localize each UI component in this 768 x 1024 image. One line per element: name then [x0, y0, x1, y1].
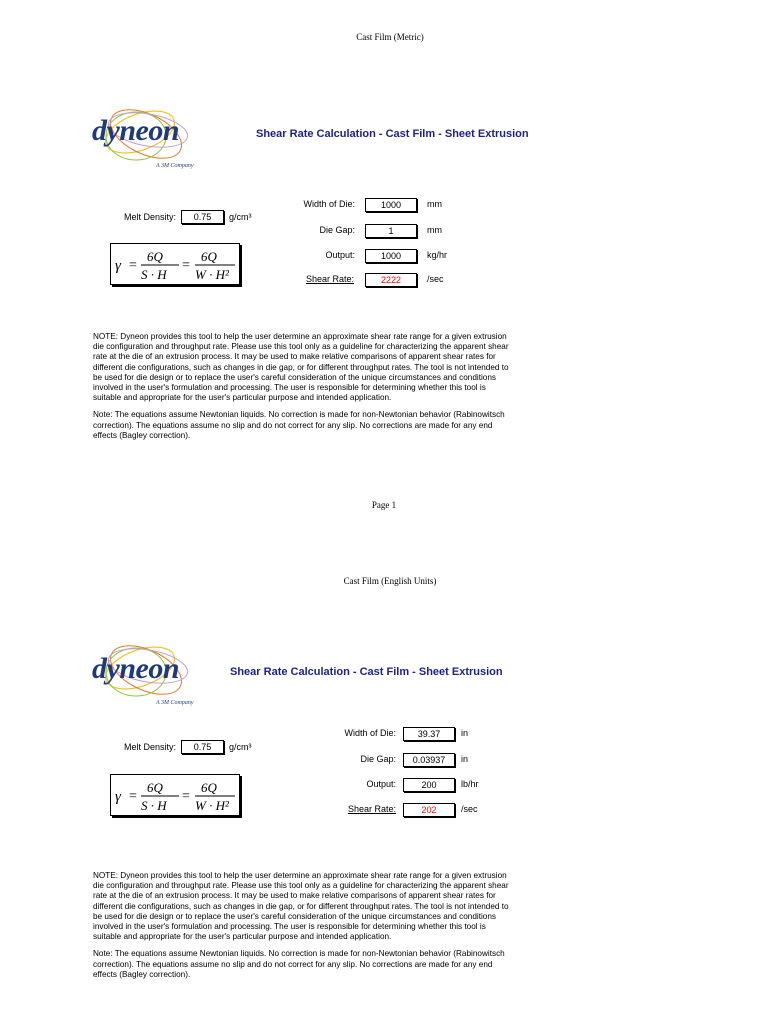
width-of-die-field[interactable]: 39.37	[403, 727, 455, 741]
formula-gamma: γ	[115, 789, 121, 805]
disclaimer-notes	[93, 332, 513, 448]
shear-rate-formula	[110, 774, 240, 816]
melt-density-field[interactable]: 0.75	[181, 210, 224, 224]
shear-rate-label: Shear Rate:	[347, 804, 396, 814]
newtonian-note: Note: The equations assume Newtonian liquids. No correction is made for non-Newtonian behavior (Rabinowitsch correction). The equations assume no slip and do not correct for any slip. No corrections are made for any end effects (Bagley correction).	[93, 949, 505, 979]
formula-den-2: W · H²	[195, 798, 229, 813]
die-gap-label: Die Gap:	[360, 754, 396, 764]
logo-tagline: A 3M Company	[156, 163, 194, 169]
svg-text:=: =	[182, 789, 190, 804]
disclaimer-note: NOTE: Dyneon provides this tool to help the user determine an approximate shear rate range for a given extrusion die configuration and throughput rate. Please use this tool only as a guideline for characterizing the apparent shear rate at the die of an extrusion process. It may be used to make relative comparisons of apparent shear rates for different die configurations, such as changes in die gap, or for different throughput rates. The tool is not intended to be used for die design or to replace the user's careful consideration of the unique circumstances and conditions involved in the user's formulation and processing. The user is responsible for determining whether this tool is suitable and appropriate for the user's particular purpose and intended application.	[93, 871, 509, 942]
formula-gamma: γ	[115, 258, 121, 274]
formula-num-1: 6Q	[147, 780, 163, 795]
logo-word: dyneon	[92, 114, 179, 147]
die-gap-unit: in	[461, 754, 469, 764]
formula-num-1: 6Q	[147, 249, 163, 264]
page-header: Cast Film (Metric)	[356, 32, 424, 42]
formula-den-2: W · H²	[195, 267, 229, 282]
melt-density-label: Melt Density:	[123, 212, 176, 222]
die-gap-label: Die Gap:	[319, 225, 355, 235]
shear-rate-unit: /sec	[461, 804, 478, 814]
logo-tagline: A 3M Company	[156, 700, 194, 706]
shear-rate-result: 202	[403, 803, 455, 817]
output-field[interactable]: 200	[403, 778, 455, 792]
svg-text:=: =	[129, 258, 137, 273]
width-of-die-unit: mm	[427, 199, 442, 209]
die-gap-field[interactable]: 0.03937	[403, 753, 455, 767]
dyneon-logo	[88, 632, 208, 712]
page-footer: Page 1	[371, 500, 397, 510]
page-title: Shear Rate Calculation - Cast Film - Sheet Extrusion	[230, 666, 503, 678]
die-gap-unit: mm	[427, 225, 442, 235]
width-of-die-label: Width of Die:	[303, 199, 355, 209]
melt-density-label: Melt Density:	[123, 742, 176, 752]
shear-rate-label: Shear Rate:	[305, 274, 354, 284]
svg-text:=: =	[182, 258, 190, 273]
disclaimer-notes	[93, 871, 513, 987]
shear-rate-formula	[110, 243, 240, 285]
formula-den-1: S · H	[141, 798, 167, 813]
width-of-die-unit: in	[461, 728, 469, 738]
dyneon-logo	[88, 96, 208, 176]
page-title: Shear Rate Calculation - Cast Film - Sheet Extrusion	[256, 128, 529, 140]
melt-density-field[interactable]: 0.75	[181, 740, 224, 754]
newtonian-note: Note: The equations assume Newtonian liquids. No correction is made for non-Newtonian behavior (Rabinowitsch correction). The equations assume no slip and do not correct for any slip. No corrections are made for any end effects (Bagley correction).	[93, 410, 505, 440]
shear-rate-result: 2222	[365, 273, 417, 287]
formula-num-2: 6Q	[201, 780, 217, 795]
shear-rate-unit: /sec	[427, 274, 444, 284]
output-unit: kg/hr	[427, 250, 448, 260]
melt-density-unit: g/cm³	[229, 212, 252, 222]
output-label: Output:	[325, 250, 355, 260]
width-of-die-field[interactable]: 1000	[365, 198, 417, 212]
formula-den-1: S · H	[141, 267, 167, 282]
page-header: Cast Film (English Units)	[343, 576, 437, 586]
output-field[interactable]: 1000	[365, 249, 417, 263]
melt-density-unit: g/cm³	[229, 742, 252, 752]
formula-num-2: 6Q	[201, 249, 217, 264]
disclaimer-note: NOTE: Dyneon provides this tool to help the user determine an approximate shear rate range for a given extrusion die configuration and throughput rate. Please use this tool only as a guideline for characterizing the apparent shear rate at the die of an extrusion process. It may be used to make relative comparisons of apparent shear rates for different die configurations, such as changes in die gap, or for different throughput rates. The tool is not intended to be used for die design or to replace the user's careful consideration of the unique circumstances and conditions involved in the user's formulation and processing. The user is responsible for determining whether this tool is suitable and appropriate for the user's particular purpose and intended application.	[93, 332, 509, 403]
svg-text:=: =	[129, 789, 137, 804]
width-of-die-label: Width of Die:	[344, 728, 396, 738]
output-unit: lb/hr	[461, 779, 479, 789]
output-label: Output:	[366, 779, 396, 789]
logo-word: dyneon	[92, 652, 179, 685]
die-gap-field[interactable]: 1	[365, 224, 417, 238]
